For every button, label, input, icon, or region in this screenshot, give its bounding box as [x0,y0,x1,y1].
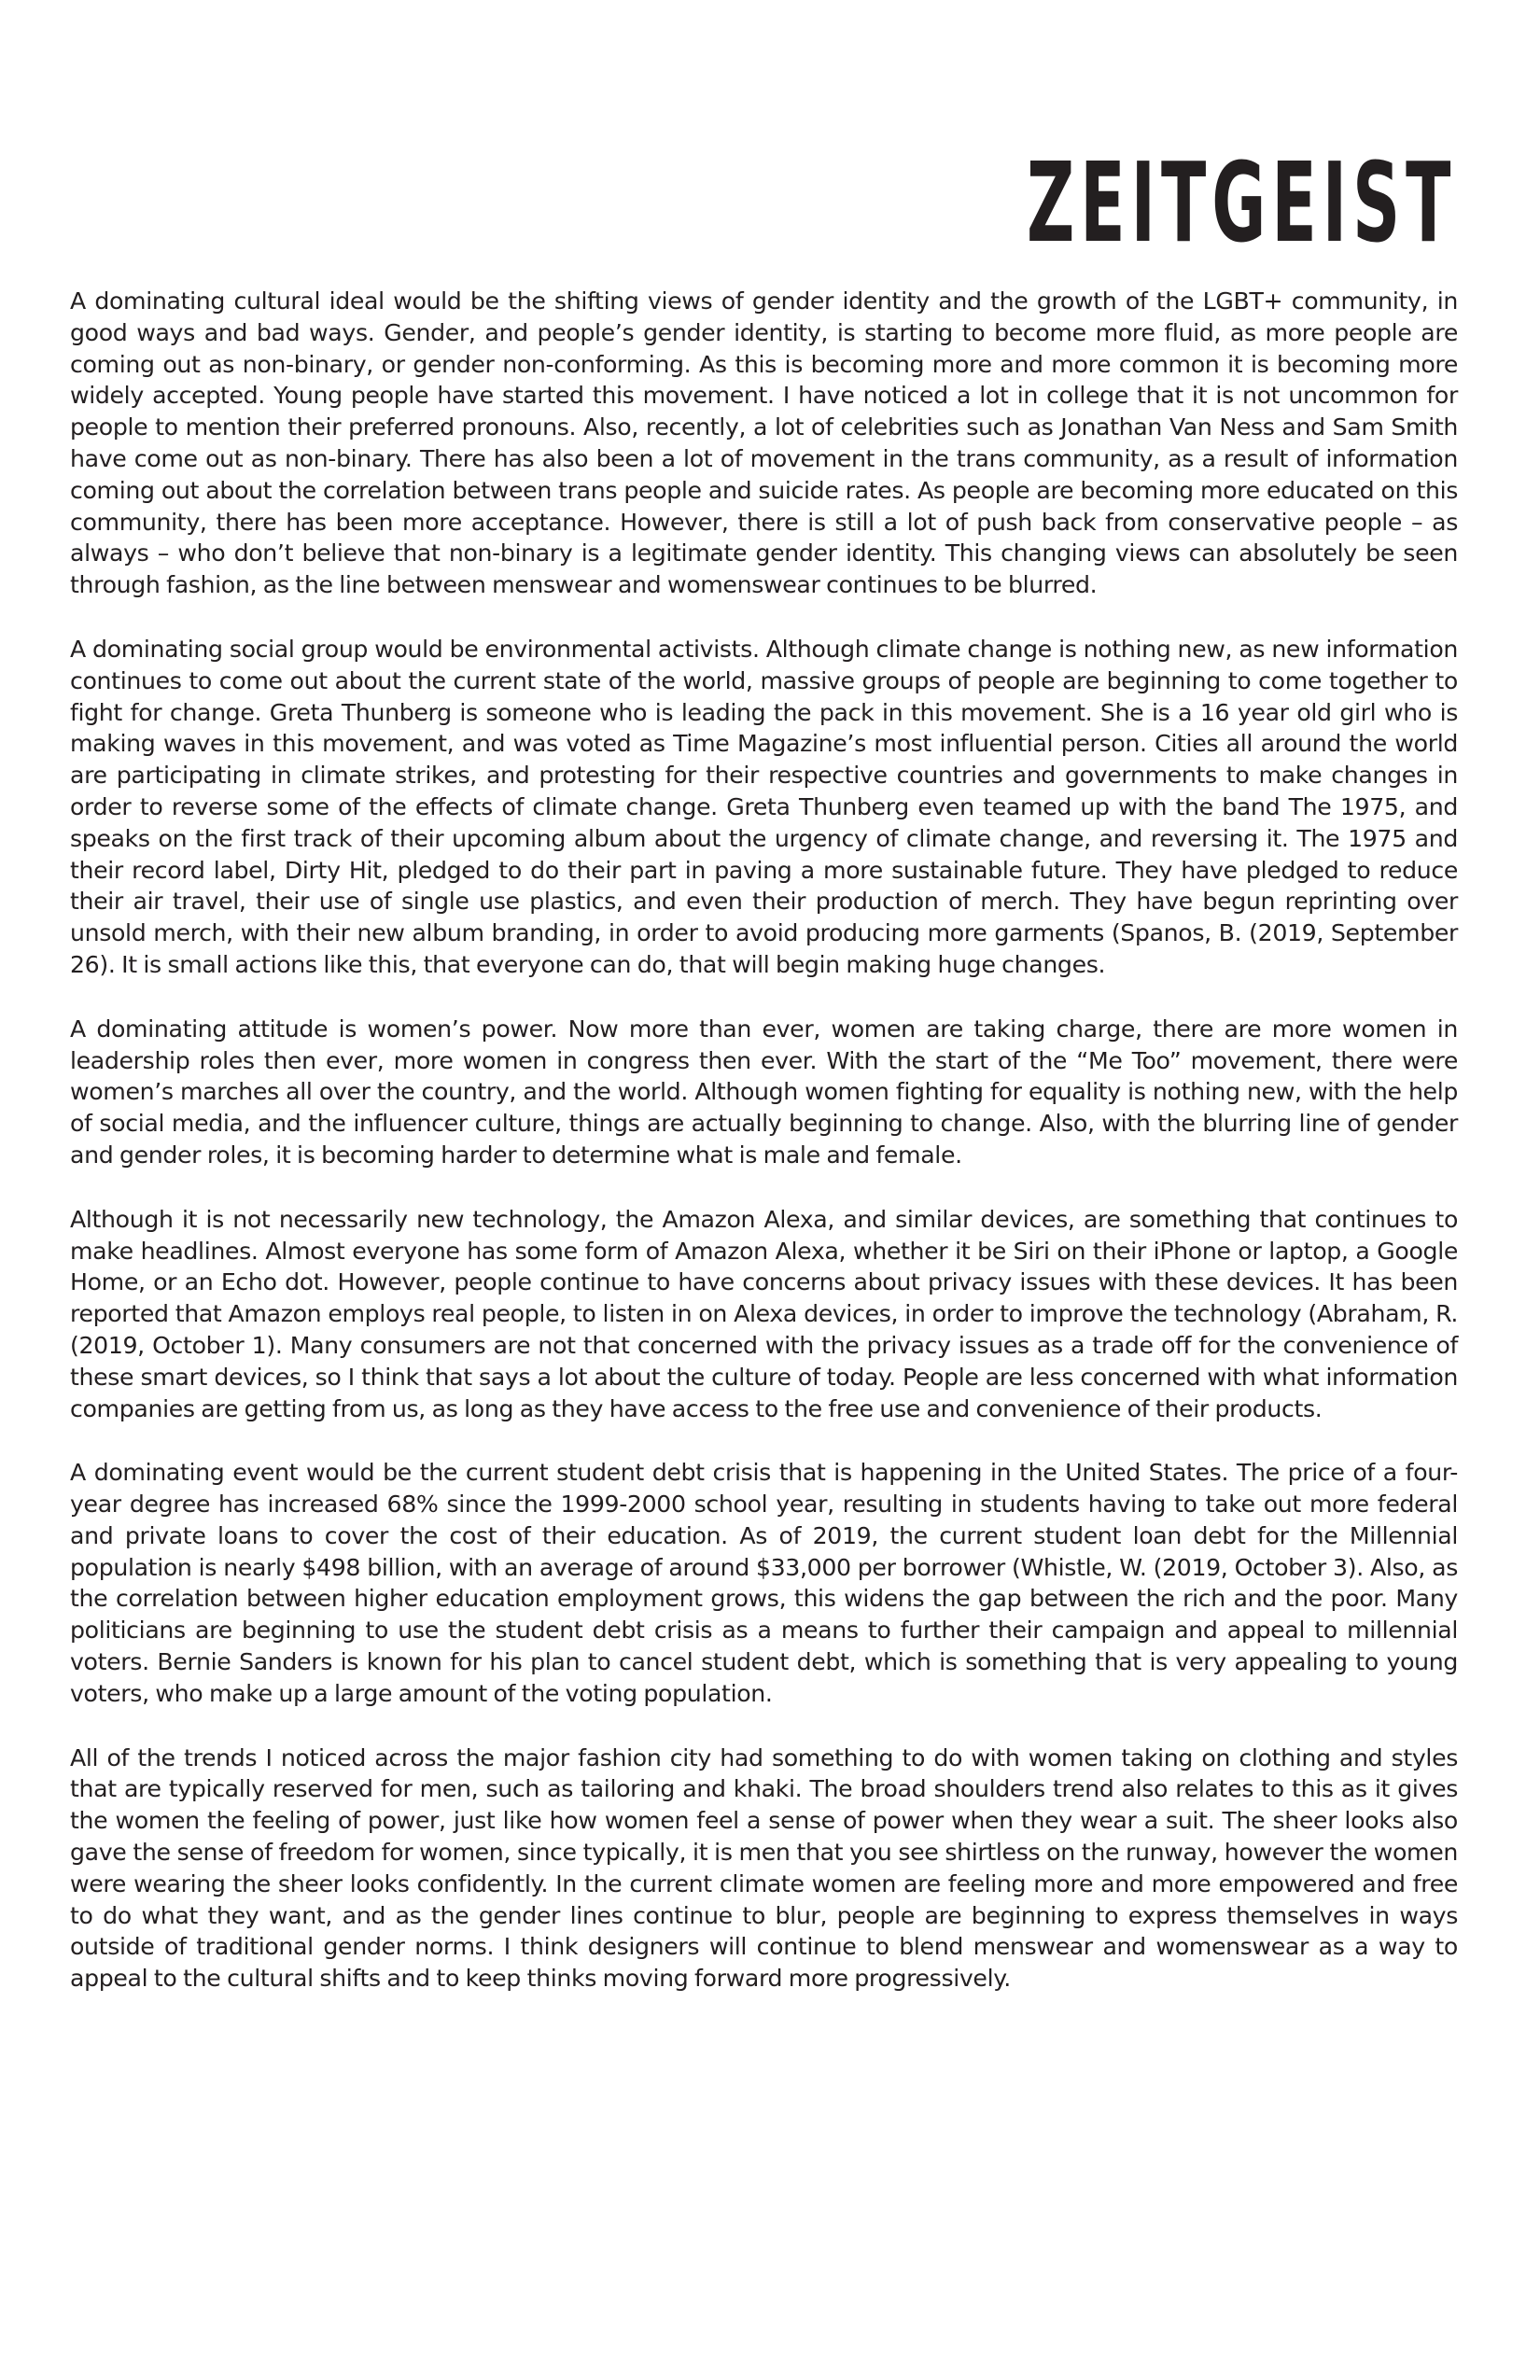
paragraph-event: A dominating event would be the current student debt crisis that is happening in the United States. The price of a four-year degree has increased 68% since the 1999-2000 school year, resulting in students having to take out more federal and private loans to cover the cost of their education. As of 2019, the current student loan debt for the Millennial population is nearly $498 billion, with an average of around $33,000 per borrower (Whistle, W. (2019, October 3). Also, as the correlation between higher education employment grows, this widens the gap between the rich and the poor. Many politicians are beginning to use the student debt crisis as a means to further their campaign and appeal to millennial voters. Bernie Sanders is known for his plan to cancel student debt, which is something that is very appealing to young voters, who make up a large amount of the voting population. [70,1459,1458,1707]
page-title: ZEITGEIST [1026,138,1456,267]
paragraph-technology: Although it is not necessarily new technology, the Amazon Alexa, and similar devices, are something that continues to make headlines. Almost everyone has some form of Amazon Alexa, whether it be Siri on their iPhone or laptop, a Google Home, or an Echo dot. However, people continue to have concerns about privacy issues with these devices. It has been reported that Amazon employs real people, to listen in on Alexa devices, in order to improve the technology (Abraham, R. (2019, October 1). Many consumers are not that concerned with the privacy issues as a trade off for the convenience of these smart devices, so I think that says a lot about the culture of today. People are less concerned with what information companies are getting from us, as long as they have access to the free use and convenience of their products. [70,1205,1458,1422]
paragraph-attitude: A dominating attitude is women’s power. Now more than ever, women are taking charge, there are more women in leadership roles then ever, more women in congress then ever. With the start of the “Me Too” movement, there were women’s marches all over the country, and the world. Although women fighting for equality is nothing new, with the help of social media, and the influencer culture, things are actually beginning to change. Also, with the blurring line of gender and gender roles, it is becoming harder to determine what is male and female. [70,1015,1458,1169]
paragraph-social-group: A dominating social group would be environmental activists. Although climate change is nothing new, as new information continues to come out about the current state of the world, massive groups of people are beginning to come together to fight for change. Greta Thunberg is someone who is leading the pack in this movement. She is a 16 year old girl who is making waves in this movement, and was voted as Time Magazine’s most influential person. Cities all around the world are participating in climate strikes, and protesting for their respective countries and governments to make changes in order to reverse some of the effects of climate change. Greta Thunberg even teamed up with the band The 1975, and speaks on the first track of their upcoming album about the urgency of climate change, and reversing it. The 1975 and their record label, Dirty Hit, pledged to do their part in paving a more sustainable future. They have pledged to reduce their air travel, their use of single use plastics, and even their production of merch. They have begun reprinting over unsold merch, with their new album branding, in order to avoid producing more garments (Spanos, B. (2019, September 26). It is small actions like this, that everyone can do, that will begin making huge changes. [70,635,1458,978]
article-body [70,286,1458,1995]
paragraph-cultural-ideal: A dominating cultural ideal would be the shifting views of gender identity and the growth of the LGBT+ community, in good ways and bad ways. Gender, and people’s gender identity, is starting to become more fluid, as more people are coming out as non-binary, or gender non-conforming. As this is becoming more and more common it is becoming more widely accepted. Young people have started this movement. I have noticed a lot in college that it is not uncommon for people to mention their preferred pronouns. Also, recently, a lot of celebrities such as Jonathan Van Ness and Sam Smith have come out as non-binary. There has also been a lot of movement in the trans community, as a result of information coming out about the correlation between trans people and suicide rates. As people are becoming more educated on this community, there has been more acceptance. However, there is still a lot of push back from conservative people – as always – who don’t believe that non-binary is a legitimate gender identity. This changing views can absolutely be seen through fashion, as the line between menswear and womenswear continues to be blurred. [70,287,1458,599]
paragraph-trends: All of the trends I noticed across the major fashion city had something to do with women taking on clothing and styles that are typically reserved for men, such as tailoring and khaki. The broad shoulders trend also relates to this as it gives the women the feeling of power, just like how women feel a sense of power when they wear a suit. The sheer looks also gave the sense of freedom for women, since typically, it is men that you see shirtless on the runway, however the women were wearing the sheer looks confidently. In the current climate women are feeling more and more empowered and free to do what they want, and as the gender lines continue to blur, people are beginning to express themselves in ways outside of traditional gender norms. I think designers will continue to blend menswear and womenswear as a way to appeal to the cultural shifts and to keep thinks moving forward more progressively. [70,1743,1458,1993]
